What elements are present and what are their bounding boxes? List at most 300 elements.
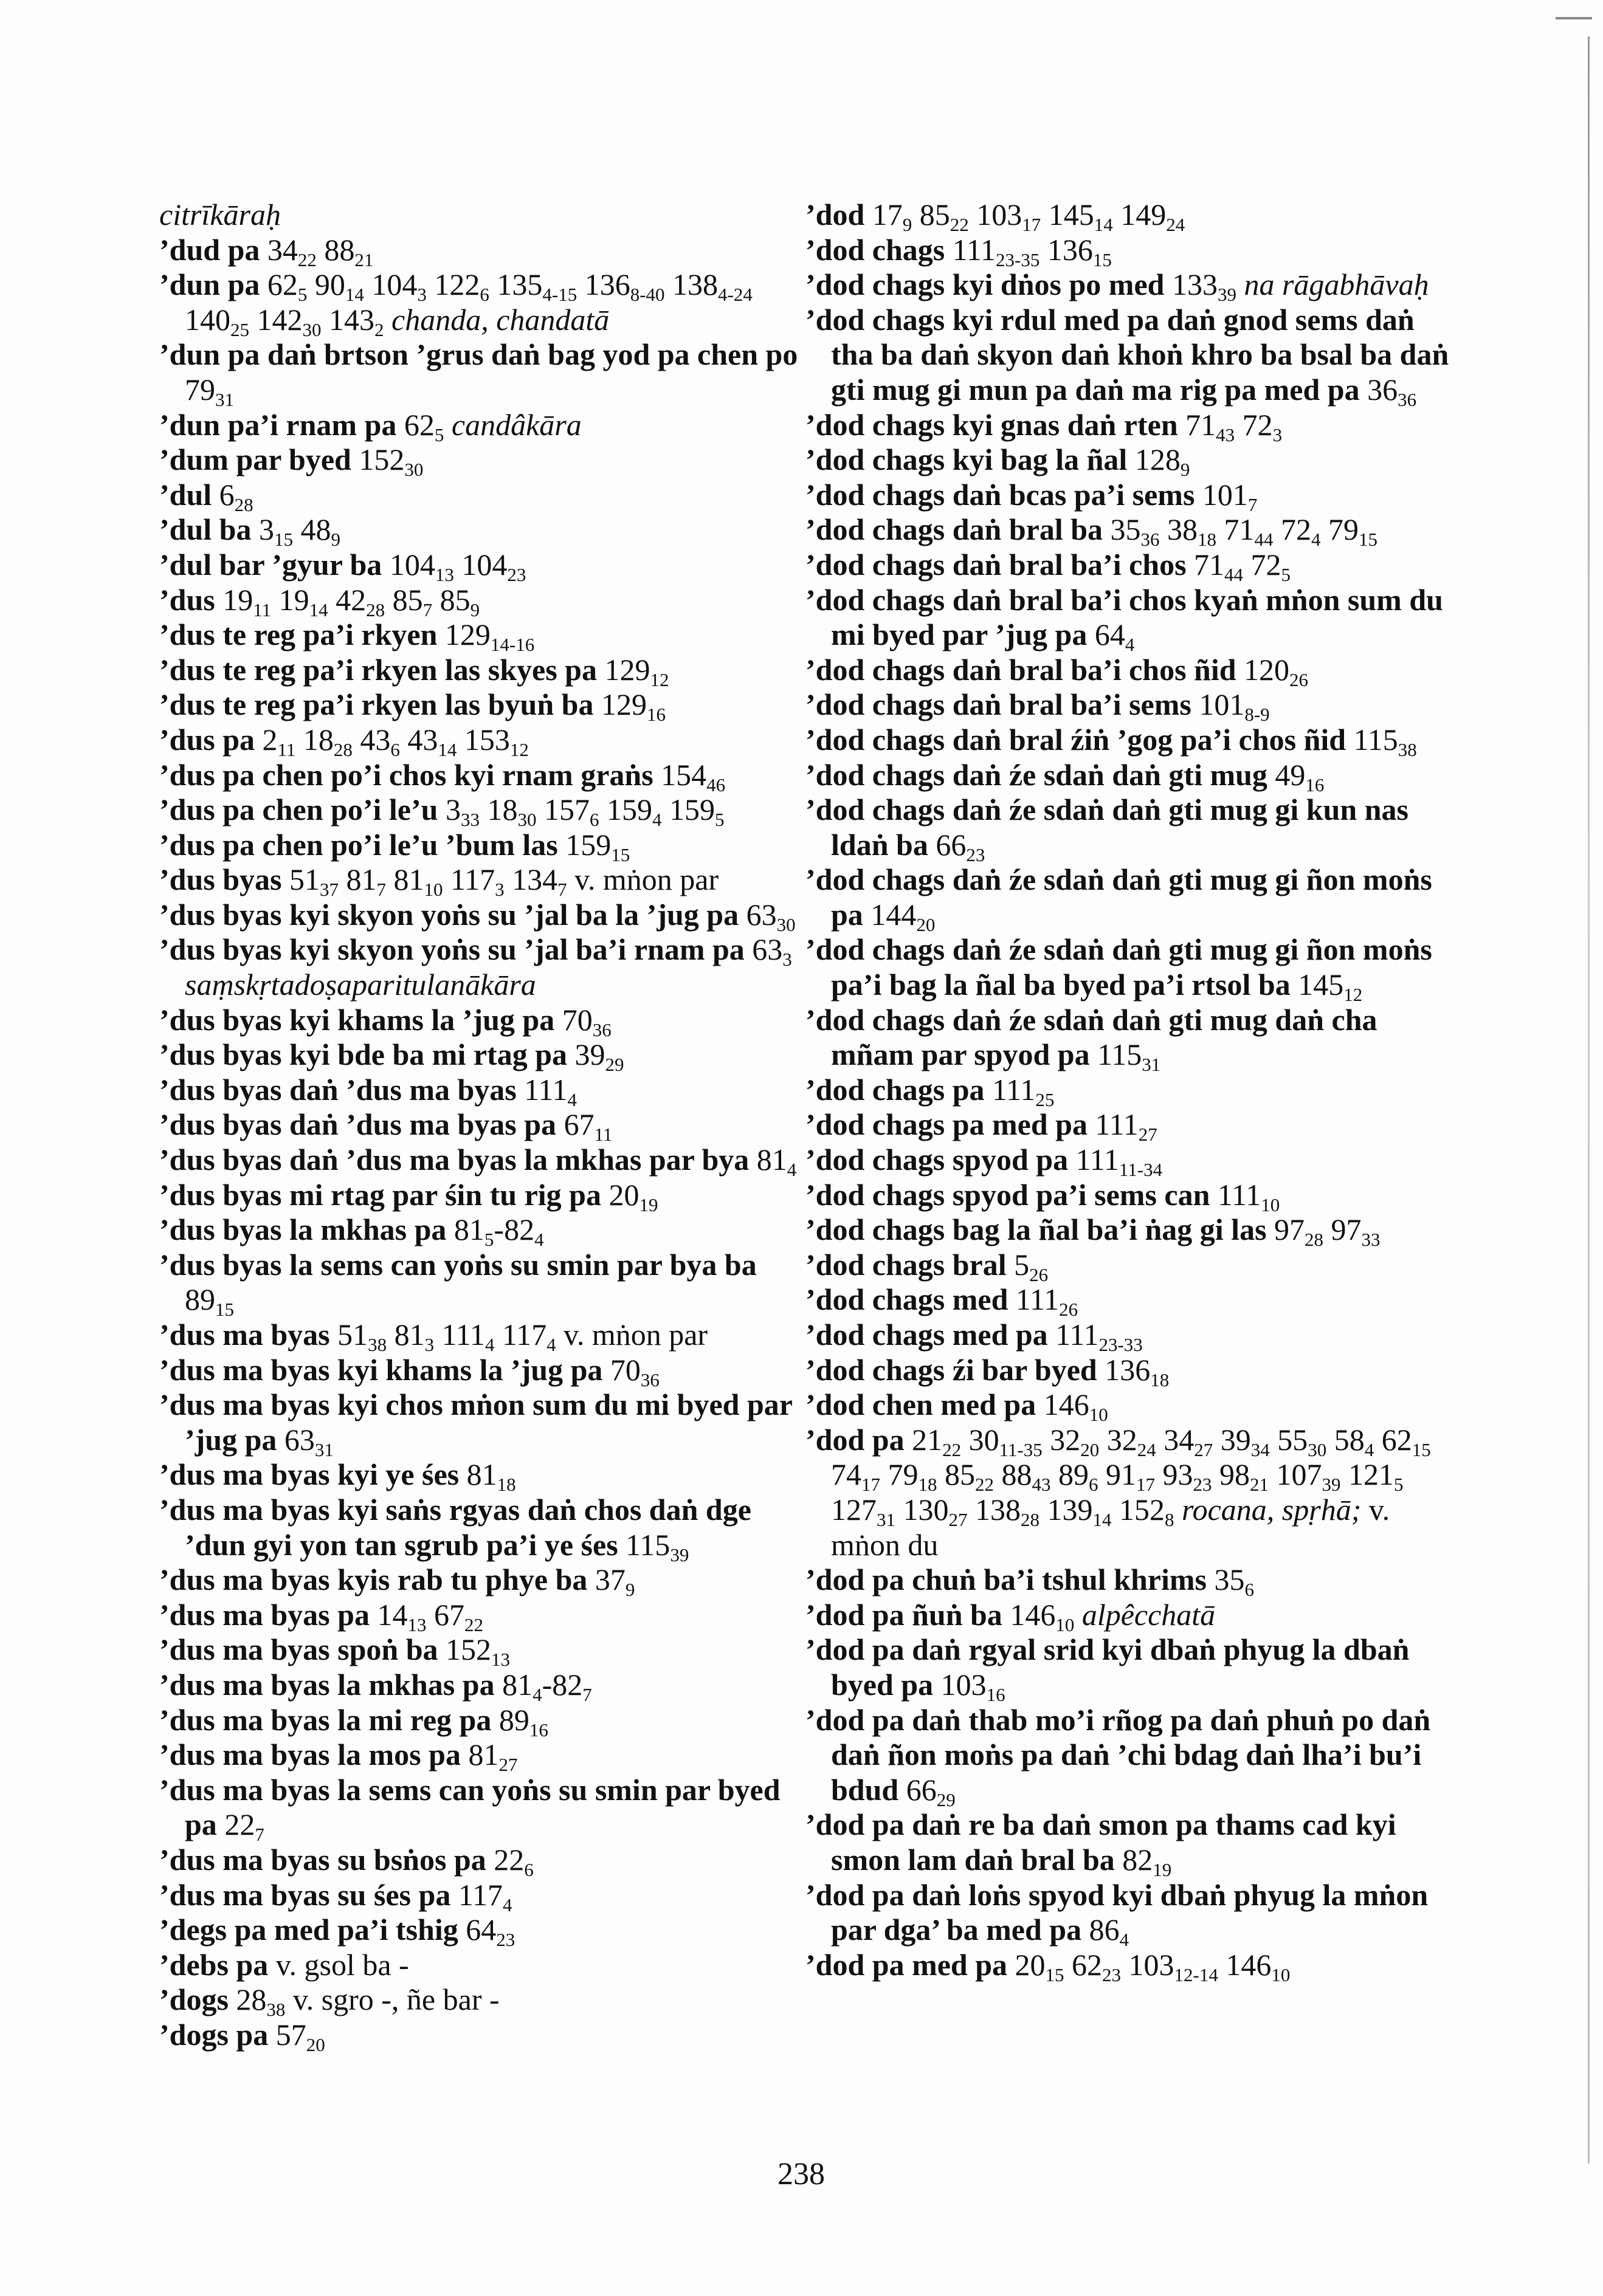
page-reference [512,862,567,901]
page-reference [1047,232,1112,270]
line-number-ref: 7 [1247,493,1258,515]
line-number-ref: 27 [948,1508,968,1530]
page-reference [903,1492,968,1530]
page-number-ref: 98 [1219,1457,1250,1492]
line-number-ref: 7 [255,1824,264,1846]
page-reference [445,792,480,830]
page-reference [1334,1422,1374,1460]
index-headword: ’dus ma byas kyi khams la ’jug pa [159,1352,603,1387]
index-entry [159,408,804,443]
line-number-ref: 24 [1137,1438,1156,1460]
line-number-ref: 17 [1136,1474,1155,1496]
index-entry [159,512,804,551]
page-reference [1128,1947,1218,1985]
binding-edge-line [1588,36,1590,2164]
page-number-ref: 30 [968,1422,999,1457]
index-entry [805,1632,1456,1705]
index-column-left [159,198,804,2055]
index-headword: ’dus ma byas pa [159,1597,370,1632]
line-number-ref: 4 [1311,529,1321,551]
line-number-ref: 11 [594,1124,613,1146]
page-number-ref: 153 [464,722,510,757]
page-number-ref: 20 [608,1177,639,1212]
index-entry [805,198,1456,233]
index-headword: ’dus byas [159,862,282,897]
index-entry [159,583,804,618]
page-number-ref: 101 [1202,477,1248,512]
index-entry [805,478,1456,513]
page-number-ref: 35 [1214,1562,1245,1597]
line-number-ref: 6 [1244,1579,1254,1601]
line-number-ref: 18 [1198,529,1217,551]
page-reference [672,267,753,306]
page-reference [564,1107,613,1146]
page-reference [498,1702,548,1741]
index-entry [159,478,804,513]
line-number-ref: 28 [234,493,253,515]
page-number-ref: 81 [394,1318,425,1352]
index-entry [805,1143,1456,1178]
page-reference [1202,477,1258,515]
page-reference [1048,198,1113,235]
index-headword: ’dod pa chuṅ ba’i tshul khrims [805,1562,1207,1597]
index-headword: ’dod chags daṅ bral ba’i chos ñid [805,652,1236,687]
line-number-ref: 36 [1398,388,1417,410]
index-headword: ’dus ma byas kyi saṅs rgyas daṅ chos daṅ dge ’dun gyi yon tan sgrub pa’i ye śes [159,1492,751,1562]
page-number-ref: 5 [1014,1247,1030,1282]
line-number-ref: 33 [460,809,480,830]
line-number-ref: 13 [491,1649,511,1671]
index-headword: ’dod [805,198,865,232]
page-number-ref: 51 [337,1318,368,1352]
page-reference [1275,757,1325,796]
page-number-ref: 63 [284,1422,315,1457]
page-number-ref: 135 [497,267,543,302]
page-number-ref: 128 [1134,442,1181,477]
page-reference [669,792,725,830]
page-number-ref: 72 [1242,407,1273,442]
index-entry [805,687,1456,726]
index-entry [805,1387,1456,1426]
index-headword: ’dus [159,582,215,617]
line-number-ref: 27 [1194,1438,1213,1460]
index-entry [805,1073,1456,1108]
page-number-ref: 81 [466,1457,497,1492]
line-number-ref: 4-24 [718,284,753,306]
index-headword: ’dus byas daṅ ’dus ma byas [159,1072,517,1107]
page-number-ref: 3 [258,512,274,547]
page-number-ref: 85 [392,582,423,617]
index-entry [159,1737,804,1776]
line-number-ref: 38 [368,1333,387,1355]
page-reference [314,267,364,306]
index-headword: ’dod pa daṅ rgyal srid kyi dbaṅ phyug la dbaṅ byed pa [805,1632,1410,1702]
page-number-ref: 67 [564,1107,595,1142]
index-entry [159,862,804,901]
page-number-ref: 32 [1106,1422,1137,1457]
index-entry [805,723,1456,758]
page-number-ref: 66 [906,1772,937,1807]
index-headword: ’dod chags kyi gnas daṅ rten [805,407,1178,442]
line-number-ref: 28 [333,738,353,760]
page-number-ref: 62 [1381,1422,1412,1457]
line-number-ref: 4 [546,1333,556,1355]
page-number-ref: 88 [324,232,355,267]
index-entry [159,548,804,583]
line-number-ref: 15 [215,1299,234,1321]
index-entry: ’dus ma byas la mkhas pa $81_4-82_7$ [159,1667,592,1705]
page-reference [444,617,535,656]
line-number-ref: 4-15 [542,284,577,306]
page-reference [752,932,792,971]
page-reference [360,722,400,760]
page-reference [552,1667,592,1705]
page-reference [1001,1457,1051,1496]
line-number-ref: 23 [1193,1474,1212,1496]
index-entry [159,828,804,863]
line-number-ref: 33 [1361,1229,1381,1251]
page-number-ref: 97 [1331,1212,1362,1247]
index-headword: ’dod chen med pa [805,1387,1036,1422]
line-number-ref: 22 [297,249,317,270]
page-reference [661,757,726,796]
line-number-ref: 11 [277,738,296,760]
index-headword: ’dod chags pa [805,1072,985,1107]
page-number-ref: 51 [289,862,320,897]
page-number-ref: 39 [1220,1422,1251,1457]
index-headword: ’dod pa med pa [805,1947,1008,1982]
line-number-ref: 23 [1102,1964,1122,1985]
line-number-ref: 4 [1125,634,1135,656]
line-number-ref: 20 [1080,1438,1100,1460]
line-number-ref: 15 [1359,529,1378,551]
page-reference [504,1212,544,1251]
page-reference [284,1422,334,1460]
page-number-ref: 81 [346,862,377,897]
index-headword: ’dod chags daṅ bral ba [805,512,1103,547]
page-reference [1094,617,1135,656]
page-reference [584,267,665,306]
index-headword: ’dus ma byas kyis rab tu phye ba [159,1562,588,1597]
page-number-ref: 58 [1334,1422,1365,1457]
index-headword: ’dus ma byas su śes pa [159,1877,451,1912]
page-number-ref: 81 [756,1143,787,1177]
index-entry [159,1913,804,1948]
page-reference [1106,1422,1156,1460]
line-number-ref: 25 [230,318,249,340]
page-reference [1217,1177,1280,1215]
line-number-ref: 3 [782,949,792,971]
page-reference [1110,512,1160,551]
line-number-ref: 31 [1142,1054,1161,1076]
index-entry [805,932,1456,1005]
page-number-ref: 142 [257,302,303,337]
index-headword: ’dod chags daṅ bral ba’i chos kyaṅ mṅon sum du mi byed par ’jug pa [805,582,1443,652]
page-reference [267,232,317,270]
line-number-ref: 20 [916,913,936,935]
page-number-ref: 71 [1224,512,1255,547]
page-reference [278,582,328,620]
page-reference [888,1457,937,1496]
index-headword: ’dus pa chen po’i chos kyi rnam graṅs [159,757,653,792]
index-headword: ’dun pa’i rnam pa [159,407,397,442]
line-number-ref: 28 [366,599,385,620]
page-number-ref: 17 [872,198,903,232]
index-entry [159,932,804,1002]
index-headword: ’dod chags med [805,1282,1008,1317]
page-number-ref: 122 [434,267,480,302]
page-reference [1274,1212,1324,1251]
page-number-ref: 62 [267,267,298,302]
page-number-ref: 89 [185,1282,215,1317]
line-number-ref: 21 [1250,1474,1269,1496]
page-reference [1075,1143,1163,1180]
page-reference [601,687,666,726]
page-reference [756,1143,797,1180]
index-headword: ’dus ma byas la mos pa [159,1737,461,1772]
index-headword: ’dus pa chen po’i le’u ’bum las [159,827,558,862]
index-entry [159,1457,804,1496]
page-number-ref: 79 [888,1457,919,1492]
index-headword: ’dud pa [159,232,260,267]
page-reference [1095,1107,1157,1146]
page-reference [487,792,537,830]
page-number-ref: 107 [1276,1457,1322,1492]
page-reference [453,1212,494,1251]
page-number-ref: 115 [626,1527,671,1562]
line-number-ref: 4 [1364,1438,1374,1460]
page-number-ref: 89 [1058,1457,1089,1492]
index-headword: ’dod chags daṅ źe sdaṅ daṅ gti mug [805,757,1267,792]
line-number-ref: 15 [1045,1964,1064,1985]
page-reference [945,1457,994,1496]
line-number-ref: 12-14 [1174,1964,1218,1985]
index-headword: ’dus ma byas kyi chos mṅon sum du mi byed par ’jug pa [159,1387,793,1457]
page-reference [1089,1913,1129,1950]
page-reference [1219,1457,1269,1496]
page-reference [185,372,234,410]
line-number-ref: 43 [1216,424,1235,445]
line-number-ref: 26 [1289,669,1309,690]
page-reference [1185,407,1235,445]
line-number-ref: 17 [861,1474,880,1496]
line-number-ref: 7 [376,879,386,901]
page-number-ref: 71 [1194,547,1225,582]
page-reference [275,2017,325,2055]
page-number-ref: 70 [562,1002,593,1037]
line-number-ref: 4 [652,809,662,830]
page-number-ref: 152 [446,1632,492,1667]
page-reference [494,1842,534,1880]
index-headword: ’dod chags daṅ bcas pa’i sems [805,477,1195,512]
line-number-ref: 5 [297,284,308,306]
index-headword: ’dod chags daṅ bral ba’i chos [805,547,1187,582]
page-reference [1328,512,1378,551]
line-number-ref: 26 [1059,1299,1078,1321]
index-entry [159,1387,804,1460]
line-number-ref: 23 [966,844,985,865]
line-number-ref: 39 [1322,1474,1341,1496]
page-number-ref: 159 [565,827,612,862]
page-number-ref: 22 [224,1807,255,1842]
page-number-ref: 86 [1089,1913,1120,1947]
page-reference [502,1667,542,1705]
page-reference [466,1457,516,1496]
index-entry [159,1843,804,1878]
index-headword: ’dus ma byas kyi ye śes [159,1457,460,1492]
page-reference [185,302,249,340]
page-reference [303,722,353,760]
page-reference [1120,198,1185,235]
page-reference [610,1352,660,1390]
page-reference [393,862,443,901]
page-number-ref: 120 [1244,652,1290,687]
index-entry [805,653,1456,688]
page-reference [446,1632,511,1671]
index-entry [805,303,1456,408]
page-number-ref: 72 [1250,547,1281,582]
line-number-ref: 27 [498,1754,518,1776]
page-number-ref: 48 [300,512,331,547]
index-entry [805,757,1456,796]
line-number-ref: 3 [1272,424,1283,445]
page-reference [1055,1318,1143,1355]
page-number-ref: 35 [1110,512,1141,547]
line-number-ref: 39 [1217,284,1236,306]
index-headword: ’dod pa daṅ thab mo’i rñog pa daṅ phuṅ po daṅ daṅ ñon moṅs pa daṅ ’chi bdag daṅ lha’i bu’i bdud [805,1702,1431,1807]
page-reference [574,1037,624,1076]
page-reference [1281,512,1321,551]
page-reference [346,862,387,901]
line-number-ref: 14 [309,599,328,620]
line-number-ref: 22 [975,1474,994,1496]
page-number-ref: 43 [360,722,391,757]
page-number-ref: 117 [458,1877,503,1912]
page-number-ref: 82 [504,1212,535,1247]
line-number-ref: 39 [670,1544,689,1566]
line-number-ref: 36 [1140,529,1160,551]
line-number-ref: 37 [320,879,339,901]
page-reference [224,1807,264,1846]
index-headword: ’dod chags kyi dṅos po med [805,267,1165,302]
index-headword: ’dod pa ñuṅ ba [805,1597,1002,1632]
line-number-ref: 10 [1089,1404,1108,1426]
page-reference [434,267,489,306]
page-reference [502,1318,556,1355]
page-number-ref: 88 [1001,1457,1032,1492]
index-headword: ’dul bar ’gyur ba [159,547,382,582]
index-headword: ’dod chags źi bar byed [805,1352,1097,1387]
page-number-ref: 79 [185,372,215,407]
page-reference [1381,1422,1431,1460]
page-reference [440,582,480,620]
page-reference [952,232,1040,270]
page-number-ref: 39 [574,1037,605,1072]
index-entry [159,687,804,726]
page-reference [464,722,529,760]
page-number-ref: 85 [919,198,950,232]
line-number-ref: 14 [438,738,457,760]
page-number-ref: 34 [1163,1422,1194,1457]
page-reference [262,722,296,760]
page-reference [1367,372,1417,410]
index-headword: ’dul ba [159,512,252,547]
line-number-ref: 4 [502,1894,512,1916]
index-headword: ’dod chags pa med pa [805,1107,1088,1142]
page-number-ref: 34 [267,232,298,267]
line-number-ref: 12 [650,669,669,690]
page-reference [1242,407,1283,445]
index-entry [159,337,804,410]
page-number-ref: 136 [1105,1352,1151,1387]
page-reference [394,1318,435,1355]
index-entry [805,1002,1456,1076]
page-reference [222,582,272,620]
page-number-ref: 57 [275,2017,306,2052]
index-headword: ’dun pa daṅ brtson ’grus daṅ bag yod pa chen po [159,337,798,372]
index-headword: ’dus byas kyi khams la ’jug pa [159,1002,555,1037]
page-reference [604,652,669,690]
line-number-ref: 4 [567,1088,577,1110]
line-number-ref: 9 [625,1579,635,1601]
index-headword: ’dod chags daṅ źe sdaṅ daṅ gti mug gi ñon moṅs pa [805,862,1432,932]
line-number-ref: 6 [1089,1474,1098,1496]
page-reference [1097,1037,1161,1076]
page-number-ref: 145 [1298,968,1344,1002]
line-number-ref: 31 [314,1438,334,1460]
index-entry [159,792,804,828]
page-reference [831,1457,880,1496]
page-reference [992,1072,1055,1110]
index-headword: ’dus ma byas su bsṅos pa [159,1842,486,1877]
index-entry [159,1562,804,1601]
page-number-ref: 111 [1075,1143,1119,1177]
line-number-ref: 30 [517,809,537,830]
page-reference [392,582,433,620]
line-number-ref: 14-16 [490,634,535,656]
page-reference [968,1422,1043,1460]
index-entry: ’dus byas la mkhas pa $81_5-82_4$ [159,1212,544,1251]
page-reference [1105,1352,1170,1390]
page-number-ref: 81 [502,1667,533,1702]
page-reference [1167,512,1217,551]
page-number-ref: 18 [487,792,518,827]
index-headword: ’dod chags kyi bag la ñal [805,442,1128,477]
line-number-ref: 23-33 [1098,1333,1143,1355]
line-number-ref: 44 [1254,529,1274,551]
index-headword: ’dus ma byas [159,1318,330,1352]
page-number-ref: 82 [1122,1842,1153,1877]
page-number-ref: 104 [461,547,508,582]
index-headword: ’dod chags spyod pa [805,1143,1069,1177]
index-entry [805,233,1456,268]
line-number-ref: 18 [497,1474,516,1496]
sanskrit-equivalent: alpêcchatā [1081,1597,1216,1632]
page-reference [433,1597,483,1635]
line-number-ref: 16 [646,704,666,726]
line-number-ref: 9 [331,529,340,551]
index-headword: ’debs pa [159,1947,269,1982]
line-number-ref: 14 [345,284,364,306]
page-number-ref: 145 [1048,198,1094,232]
index-headword: ’dus pa [159,722,255,757]
page-number-ref: 81 [393,862,424,897]
page-number-ref: 111 [441,1318,485,1352]
line-number-ref: 22 [942,1438,962,1460]
line-number-ref: 28 [1021,1508,1039,1530]
page-number-ref: 14 [377,1597,408,1632]
index-entry [159,1632,804,1671]
